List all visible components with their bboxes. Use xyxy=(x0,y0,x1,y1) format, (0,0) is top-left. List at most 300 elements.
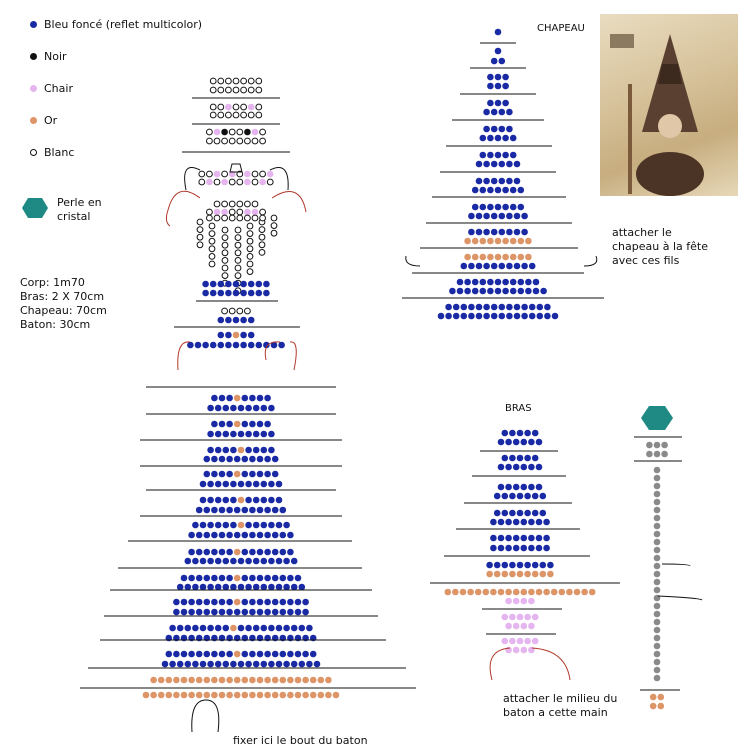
white-bead xyxy=(210,78,216,84)
bead xyxy=(581,589,588,596)
bead xyxy=(287,532,294,539)
bead xyxy=(234,532,241,539)
bead xyxy=(166,677,173,684)
white-bead xyxy=(247,254,253,260)
bead xyxy=(510,288,517,295)
bead xyxy=(204,532,211,539)
bead xyxy=(207,558,214,565)
bead xyxy=(506,263,513,270)
bead xyxy=(502,238,509,245)
bead xyxy=(185,558,192,565)
bead xyxy=(268,558,275,565)
bead xyxy=(223,522,230,529)
white-bead xyxy=(229,138,235,144)
bead xyxy=(498,589,505,596)
bead xyxy=(169,625,176,632)
bead xyxy=(215,405,222,412)
bead xyxy=(234,677,241,684)
bead xyxy=(272,599,279,606)
bead xyxy=(506,109,513,116)
bead xyxy=(524,562,531,569)
bead xyxy=(536,464,543,471)
bead xyxy=(196,677,203,684)
bead xyxy=(502,638,509,645)
bead xyxy=(240,317,247,324)
bead xyxy=(461,304,468,311)
bead xyxy=(499,313,506,320)
bead xyxy=(211,692,218,699)
bead xyxy=(238,625,245,632)
bead xyxy=(472,288,479,295)
bead xyxy=(238,584,245,591)
bead xyxy=(202,281,209,288)
bead xyxy=(509,562,516,569)
white-bead xyxy=(226,78,232,84)
bead xyxy=(248,281,255,288)
bead xyxy=(225,332,232,339)
white-bead xyxy=(271,223,277,229)
bead xyxy=(521,623,528,630)
white-bead xyxy=(199,171,205,177)
bead xyxy=(257,575,264,582)
bead xyxy=(223,431,230,438)
bead xyxy=(513,545,520,552)
white-bead xyxy=(229,209,235,215)
bead xyxy=(245,661,252,668)
bead xyxy=(518,204,525,211)
bead xyxy=(249,599,256,606)
white-bead xyxy=(233,78,239,84)
bead xyxy=(226,471,233,478)
white-bead xyxy=(222,235,228,241)
white-bead xyxy=(241,87,247,93)
bead xyxy=(517,562,524,569)
bead xyxy=(524,493,531,500)
bead xyxy=(234,456,241,463)
bead xyxy=(202,290,209,297)
bead xyxy=(253,625,260,632)
bead xyxy=(187,342,194,349)
bead xyxy=(280,575,287,582)
bead xyxy=(533,288,540,295)
bead xyxy=(223,481,230,488)
bead xyxy=(200,558,207,565)
bead xyxy=(226,651,233,658)
bead xyxy=(234,549,241,556)
bead xyxy=(207,661,214,668)
bead xyxy=(521,484,528,491)
length-staff: Baton: 30cm xyxy=(20,318,91,331)
length-body: Corp: 1m70 xyxy=(20,276,85,289)
white-bead xyxy=(214,215,220,221)
bead xyxy=(495,74,502,81)
bead xyxy=(495,288,502,295)
bead xyxy=(204,609,211,616)
bead xyxy=(276,625,283,632)
bead xyxy=(248,290,255,297)
bead xyxy=(211,575,218,582)
bead xyxy=(521,263,528,270)
bead xyxy=(495,83,502,90)
bead xyxy=(223,405,230,412)
bead xyxy=(166,692,173,699)
bead xyxy=(233,342,240,349)
bead xyxy=(207,522,214,529)
bead xyxy=(272,549,279,556)
bead xyxy=(264,677,271,684)
bead xyxy=(234,395,241,402)
bead xyxy=(654,491,661,498)
white-bead xyxy=(271,230,277,236)
bead xyxy=(264,456,271,463)
white-bead xyxy=(197,219,203,225)
white-bead xyxy=(210,112,216,118)
bead xyxy=(476,263,483,270)
bead xyxy=(513,519,520,526)
bead xyxy=(245,431,252,438)
bead xyxy=(264,651,271,658)
bead xyxy=(661,442,668,449)
bead xyxy=(528,589,535,596)
bead xyxy=(196,651,203,658)
bead xyxy=(264,471,271,478)
bead xyxy=(287,599,294,606)
white-bead xyxy=(259,234,265,240)
bead xyxy=(238,431,245,438)
bead xyxy=(225,317,232,324)
bead xyxy=(532,638,539,645)
bead xyxy=(468,313,475,320)
bead xyxy=(521,535,528,542)
bead xyxy=(517,430,524,437)
bead xyxy=(158,677,165,684)
bead xyxy=(310,677,317,684)
bead xyxy=(505,623,512,630)
bead xyxy=(502,187,509,194)
bead xyxy=(255,342,262,349)
bead xyxy=(517,614,524,621)
bead xyxy=(461,263,468,270)
white-bead xyxy=(218,104,224,110)
bead xyxy=(487,238,494,245)
white-bead xyxy=(252,179,258,185)
bead xyxy=(532,571,539,578)
bead xyxy=(283,558,290,565)
bead xyxy=(532,493,539,500)
white-bead xyxy=(199,179,205,185)
bead xyxy=(472,204,479,211)
white-bead xyxy=(222,215,228,221)
bead xyxy=(261,584,268,591)
bead xyxy=(506,229,513,236)
bead xyxy=(502,614,509,621)
bead xyxy=(173,692,180,699)
bead xyxy=(502,288,509,295)
bead xyxy=(150,692,157,699)
bead xyxy=(223,447,230,454)
white-bead xyxy=(233,87,239,93)
bead xyxy=(472,187,479,194)
length-arms: Bras: 2 X 70cm xyxy=(20,290,105,303)
bead xyxy=(223,558,230,565)
white-bead xyxy=(259,227,265,233)
bead xyxy=(528,439,535,446)
bead xyxy=(188,692,195,699)
bead xyxy=(264,507,271,514)
bead xyxy=(234,609,241,616)
bead xyxy=(472,254,479,261)
bead xyxy=(487,152,494,159)
bead xyxy=(225,290,232,297)
bead xyxy=(483,178,490,185)
bead xyxy=(517,510,524,517)
bead xyxy=(215,558,222,565)
bead xyxy=(521,598,528,605)
bead xyxy=(257,651,264,658)
bead xyxy=(525,288,532,295)
bead xyxy=(226,677,233,684)
bead xyxy=(559,589,566,596)
bead xyxy=(211,456,218,463)
bead xyxy=(207,625,214,632)
bead xyxy=(509,430,516,437)
white-bead xyxy=(248,87,254,93)
bead xyxy=(480,288,487,295)
white-bead xyxy=(207,138,213,144)
bead xyxy=(219,421,226,428)
bead xyxy=(543,519,550,526)
bead xyxy=(502,100,509,107)
bead xyxy=(499,304,506,311)
bead xyxy=(540,493,547,500)
bead xyxy=(234,575,241,582)
bead xyxy=(521,304,528,311)
bead xyxy=(494,493,501,500)
bead xyxy=(528,535,535,542)
bead xyxy=(192,625,199,632)
bead xyxy=(287,609,294,616)
bead xyxy=(468,229,475,236)
bead xyxy=(181,692,188,699)
bead xyxy=(498,439,505,446)
bead xyxy=(230,661,237,668)
bead xyxy=(494,562,501,569)
bead xyxy=(272,651,279,658)
bead xyxy=(658,694,665,701)
bead xyxy=(272,692,279,699)
bead xyxy=(654,515,661,522)
white-bead xyxy=(229,215,235,221)
bead xyxy=(540,571,547,578)
bead xyxy=(487,204,494,211)
bead xyxy=(257,692,264,699)
bead xyxy=(230,584,237,591)
bead xyxy=(211,609,218,616)
bead xyxy=(524,638,531,645)
bead xyxy=(495,279,502,286)
bead xyxy=(529,263,536,270)
bead xyxy=(272,456,279,463)
bead xyxy=(566,589,573,596)
bead xyxy=(200,481,207,488)
white-bead xyxy=(209,254,215,260)
bead xyxy=(505,519,512,526)
bead xyxy=(225,104,232,111)
bead xyxy=(280,609,287,616)
white-bead xyxy=(235,227,241,233)
bead xyxy=(204,692,211,699)
bead xyxy=(487,135,494,142)
bead xyxy=(654,635,661,642)
bead xyxy=(502,430,509,437)
bead xyxy=(333,692,340,699)
bead xyxy=(524,430,531,437)
bead xyxy=(295,609,302,616)
bead xyxy=(483,213,490,220)
bead xyxy=(280,651,287,658)
white-bead xyxy=(247,261,253,267)
bead xyxy=(502,493,509,500)
bead xyxy=(185,661,192,668)
bead xyxy=(245,584,252,591)
bead xyxy=(291,661,298,668)
bead xyxy=(240,342,247,349)
bead xyxy=(211,421,218,428)
bead xyxy=(505,598,512,605)
bead xyxy=(166,651,173,658)
bead xyxy=(505,545,512,552)
bead xyxy=(226,609,233,616)
bead xyxy=(310,692,317,699)
bead xyxy=(268,625,275,632)
bead xyxy=(257,609,264,616)
bead xyxy=(291,558,298,565)
white-bead xyxy=(233,104,239,110)
bead xyxy=(200,661,207,668)
bead xyxy=(177,625,184,632)
bead xyxy=(240,290,247,297)
white-bead xyxy=(214,138,220,144)
white-bead xyxy=(222,227,228,233)
bead xyxy=(280,549,287,556)
arm-note-1: attacher le milieu du xyxy=(503,692,618,705)
bead xyxy=(219,549,226,556)
bead xyxy=(230,405,237,412)
bead xyxy=(245,625,252,632)
bead xyxy=(233,281,240,288)
bead xyxy=(287,692,294,699)
bead xyxy=(196,507,203,514)
bead xyxy=(268,497,275,504)
bead xyxy=(517,571,524,578)
bead xyxy=(654,475,661,482)
bead xyxy=(261,522,268,529)
bead xyxy=(215,497,222,504)
bead xyxy=(264,395,271,402)
bead xyxy=(514,263,521,270)
bead xyxy=(533,279,540,286)
bead xyxy=(510,135,517,142)
bead xyxy=(264,549,271,556)
white-bead xyxy=(229,201,235,207)
thread xyxy=(185,168,200,191)
bead xyxy=(491,161,498,168)
bead xyxy=(278,342,285,349)
bead xyxy=(192,558,199,565)
white-bead xyxy=(214,201,220,207)
bead xyxy=(537,313,544,320)
bead xyxy=(253,405,260,412)
bead xyxy=(491,126,498,133)
bead xyxy=(249,507,256,514)
bead xyxy=(219,651,226,658)
bead xyxy=(491,229,498,236)
bead xyxy=(513,484,520,491)
bead xyxy=(513,589,520,596)
hat-title: CHAPEAU xyxy=(537,23,585,34)
thread xyxy=(584,256,597,266)
bead xyxy=(242,575,249,582)
bead xyxy=(215,447,222,454)
white-bead xyxy=(245,308,251,314)
bead xyxy=(480,152,487,159)
bead xyxy=(210,281,217,288)
wire xyxy=(290,342,296,370)
bead xyxy=(494,510,501,517)
bead xyxy=(257,421,264,428)
bead xyxy=(263,281,270,288)
white-bead xyxy=(235,242,241,248)
bead xyxy=(521,313,528,320)
bead xyxy=(242,456,249,463)
bead xyxy=(654,603,661,610)
white-bead xyxy=(222,138,228,144)
white-bead xyxy=(207,209,213,215)
bead xyxy=(445,313,452,320)
bead xyxy=(517,455,524,462)
legend-label: Bleu foncé (reflet multicolor) xyxy=(44,18,203,31)
white-bead xyxy=(222,258,228,264)
bead xyxy=(257,456,264,463)
bead xyxy=(654,531,661,538)
bead xyxy=(221,129,228,136)
bead xyxy=(248,104,255,111)
bead xyxy=(532,510,539,517)
bead xyxy=(302,651,309,658)
white-bead xyxy=(260,138,266,144)
bead xyxy=(536,545,543,552)
bead xyxy=(249,677,256,684)
bead xyxy=(181,609,188,616)
white-bead xyxy=(241,78,247,84)
bead xyxy=(242,599,249,606)
bead xyxy=(518,238,525,245)
bead xyxy=(525,279,532,286)
bead xyxy=(226,456,233,463)
bead xyxy=(502,455,509,462)
bead xyxy=(261,497,268,504)
bead xyxy=(245,497,252,504)
bead xyxy=(495,135,502,142)
bead xyxy=(483,589,490,596)
wire xyxy=(166,191,200,226)
white-bead xyxy=(248,112,254,118)
bead xyxy=(514,213,521,220)
bead xyxy=(219,609,226,616)
bead xyxy=(486,562,493,569)
bead xyxy=(245,447,252,454)
bead xyxy=(261,431,268,438)
